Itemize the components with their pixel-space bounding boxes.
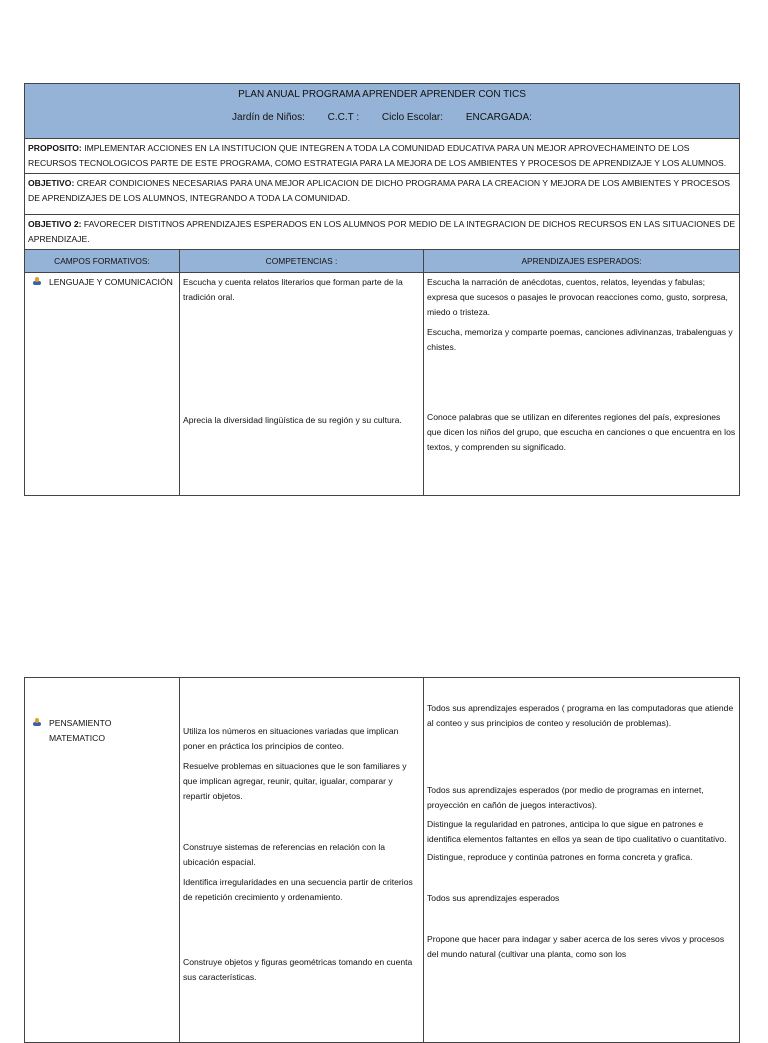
bullet-icon <box>32 718 42 728</box>
competencias-lenguaje-cell <box>180 273 424 496</box>
aprendizaje-item: Distingue, reproduce y continúa patrones en forma concreta y grafica. <box>427 852 693 862</box>
header-aprendizajes: APRENDIZAJES ESPERADOS: <box>424 250 740 273</box>
competencia-item: Resuelve problemas en situaciones que le son familiares y que implican agregar, reunir, quitar, igualar, comparar y repartir objetos. <box>183 761 407 801</box>
campo-matematico: PENSAMIENTO MATEMATICO <box>49 718 112 743</box>
competencia-item: Aprecia la diversidad lingüística de su región y su cultura. <box>183 415 402 425</box>
jardin-field: Jardín de Niños: <box>232 112 305 123</box>
aprendizaje-item: Todos sus aprendizajes esperados <box>427 893 560 903</box>
aprendizaje-item: Todos sus aprendizajes esperados ( programa en las computadoras que atiende al conteo y sus principios de conteo y resolución de problemas). <box>427 703 734 728</box>
header-competencias: COMPETENCIAS : <box>180 250 424 273</box>
plan-title: PLAN ANUAL PROGRAMA APRENDER APRENDER CON TICS <box>238 89 526 100</box>
competencia-item: Construye sistemas de referencias en relación con la ubicación espacial. <box>183 842 386 867</box>
competencias-matematico-cell <box>180 678 424 1043</box>
aprendizaje-item: Todos sus aprendizajes esperados (por medio de programas en internet, proyección en cañón de juegos interactivos). <box>427 785 704 810</box>
campo-lenguaje-cell <box>25 273 180 496</box>
objetivo-cell: OBJETIVO: CREAR CONDICIONES NECESARIAS PARA UNA MEJOR APLICACION DE DICHO PROGRAMA PARA LA CREACION Y MEJORA DE LOS AMBIENTES Y PROCESOS DE APRENDIZAJES DE LOS ALUMNOS, INTEGRANDO A TODA LA COMUNIDAD. <box>25 174 740 215</box>
aprendizaje-item: Distingue la regularidad en patrones, anticipa lo que sigue en patrones e identifica elementos faltantes en ellos ya sean de tipo cualitativo o cuantitativo. <box>427 819 727 844</box>
competencia-item: Escucha y cuenta relatos literarios que forman parte de la tradición oral. <box>183 277 403 302</box>
plan-header <box>25 84 740 139</box>
bullet-icon <box>32 277 42 287</box>
ciclo-field: Ciclo Escolar: <box>381 112 444 123</box>
competencia-item: Identifica irregularidades en una secuencia partir de criterios de repetición crecimiento y ordenamiento. <box>183 877 413 902</box>
aprendizaje-item: Propone que hacer para indagar y saber acerca de los seres vivos y procesos del mundo natural (cultivar una planta, como son los <box>427 934 725 959</box>
proposito-cell: PROPOSITO: IMPLEMENTAR ACCIONES EN LA INSTITUCION QUE INTEGREN A TODA LA COMUNIDAD EDUCATIVA PARA UN MEJOR APROVECHAMEINTO DE LOS RECURSOS TECNOLOGICOS PARTE DE ESTE PROGRAMA, COMO ESTRATEGIA PARA LA MEJORA DE LOS AMBIENTES Y PROCESOS DE APRENDIZAJE Y LOS ALUMNOS. <box>25 139 740 174</box>
aprendizajes-matematico-cell <box>424 678 740 1043</box>
cct-field: C.C.T : <box>327 112 360 123</box>
competencia-item: Utiliza los números en situaciones variadas que implican poner en práctica los principios de conteo. <box>183 726 399 751</box>
aprendizajes-lenguaje-cell <box>424 273 740 496</box>
plan-table-1 <box>24 83 740 496</box>
objetivo2-cell: OBJETIVO 2: FAVORECER DISTITNOS APRENDIZAJES ESPERADOS EN LOS ALUMNOS POR MEDIO DE LA INTEGRACION DE DICHOS RECURSOS EN LAS SITUACIONES DE APRENDIZAJE. <box>25 215 740 250</box>
header-campos: CAMPOS FORMATIVOS: <box>25 250 180 273</box>
aprendizaje-item: Escucha la narración de anécdotas, cuentos, relatos, leyendas y fabulas; expresa que sucesos o pasajes le provocan reacciones como, gusto, sorpresa, miedo o tristeza. <box>427 277 728 317</box>
campo-matematico-cell <box>25 678 180 1043</box>
competencia-item: Construye objetos y figuras geométricas tomando en cuenta sus características. <box>183 957 413 982</box>
aprendizaje-item: Escucha, memoriza y comparte poemas, canciones adivinanzas, trabalenguas y chistes. <box>427 327 733 352</box>
campo-lenguaje: LENGUAJE Y COMUNICACIÓN <box>49 277 173 287</box>
encargada-field: ENCARGADA: <box>465 112 532 123</box>
plan-table-2 <box>24 677 740 1043</box>
aprendizaje-item: Conoce palabras que se utilizan en diferentes regiones del país, expresiones que dicen los niños del grupo, que escucha en canciones o que encuentra en los textos, y comprenden su significado. <box>427 412 736 452</box>
